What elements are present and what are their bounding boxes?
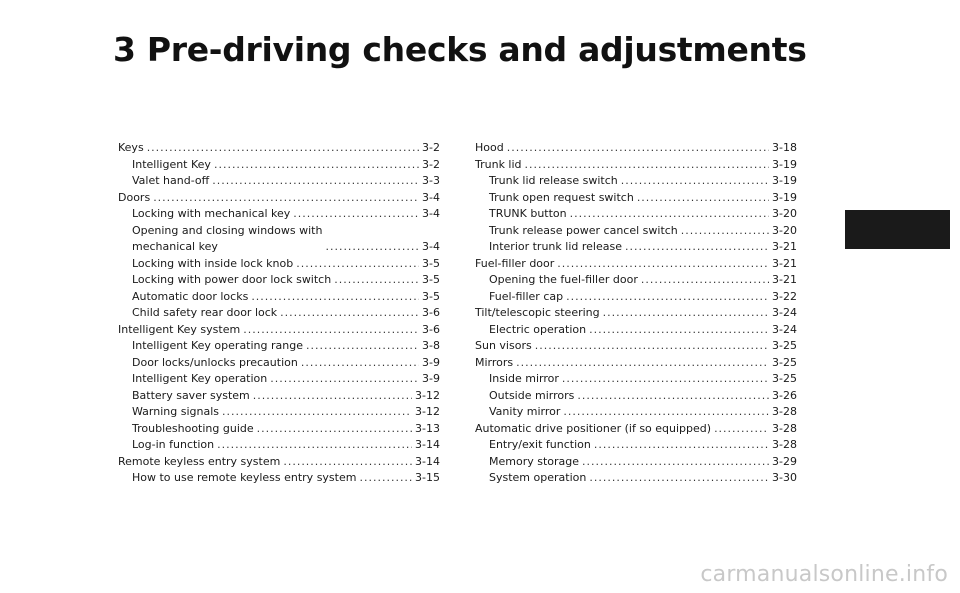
toc-entry[interactable] bbox=[118, 190, 440, 207]
toc-entry-label: Fuel-filler door bbox=[475, 256, 555, 270]
toc-entry[interactable] bbox=[118, 173, 440, 190]
toc-entry[interactable] bbox=[118, 140, 440, 157]
toc-page-number: 3-5 bbox=[422, 273, 440, 286]
toc-entry[interactable] bbox=[118, 355, 440, 372]
toc-entry[interactable] bbox=[475, 404, 797, 421]
toc-entry[interactable] bbox=[118, 223, 440, 256]
toc-entry-label: Trunk open request switch bbox=[489, 190, 634, 204]
toc-leader-dots bbox=[293, 206, 419, 223]
toc-leader-dots bbox=[359, 470, 412, 487]
toc-leader-dots bbox=[625, 239, 769, 256]
toc-page-number: 3-29 bbox=[772, 454, 797, 468]
toc-entry[interactable] bbox=[118, 206, 440, 223]
toc-page-number: 3-26 bbox=[772, 388, 797, 402]
toc-page-number: 3-4 bbox=[422, 207, 440, 220]
toc-entry[interactable] bbox=[475, 190, 797, 207]
toc-entry-label: Keys bbox=[118, 141, 144, 154]
toc-page-number: 3-2 bbox=[422, 141, 440, 154]
toc-entry-label: Doors bbox=[118, 190, 151, 204]
toc-page-number: 3-5 bbox=[422, 256, 440, 270]
toc-page-number: 3-19 bbox=[772, 190, 797, 204]
toc-entry-label: Electric operation bbox=[489, 322, 587, 336]
toc-entry-label: System operation bbox=[489, 471, 587, 484]
toc-entry-label: Warning signals bbox=[132, 405, 219, 418]
toc-leader-dots bbox=[280, 305, 419, 322]
toc-leader-dots bbox=[557, 256, 769, 273]
toc-entry-label: Memory storage bbox=[489, 454, 580, 468]
toc-leader-dots bbox=[325, 239, 419, 256]
toc-leader-dots bbox=[306, 338, 419, 355]
toc-entry[interactable] bbox=[475, 388, 797, 405]
toc-page-number: 3-12 bbox=[415, 388, 440, 402]
toc-entry-label: Locking with power door lock switch bbox=[132, 273, 332, 286]
toc-page-number: 3-22 bbox=[772, 289, 797, 303]
toc-leader-dots bbox=[217, 437, 412, 454]
toc-page-number: 3-12 bbox=[415, 405, 440, 418]
toc-page-number: 3-9 bbox=[422, 355, 440, 369]
toc-entry[interactable] bbox=[475, 371, 797, 388]
toc-entry[interactable] bbox=[475, 206, 797, 223]
toc-page-number: 3-20 bbox=[772, 223, 797, 237]
toc-entry-label: Trunk lid bbox=[475, 157, 522, 171]
toc-entry[interactable] bbox=[118, 322, 440, 339]
toc-entry-label: Intelligent Key operation bbox=[132, 372, 268, 385]
toc-entry-label: Inside mirror bbox=[489, 372, 559, 385]
toc-entry-label: Automatic drive positioner (if so equipped) bbox=[475, 421, 712, 435]
toc-leader-dots bbox=[589, 322, 769, 339]
toc-right-column bbox=[475, 140, 797, 487]
toc-page-number: 3-19 bbox=[772, 174, 797, 187]
toc-page-number: 3-21 bbox=[772, 273, 797, 286]
toc-entry-label-wrap bbox=[132, 223, 322, 256]
toc-leader-dots bbox=[283, 454, 412, 471]
toc-leader-dots bbox=[516, 355, 769, 372]
toc-page-number: 3-28 bbox=[772, 421, 797, 435]
toc-leader-dots bbox=[562, 371, 769, 388]
toc-entry-label: Remote keyless entry system bbox=[118, 454, 281, 468]
toc-entry-label: Intelligent Key system bbox=[118, 322, 241, 336]
toc-leader-dots bbox=[301, 355, 419, 372]
toc-entry[interactable] bbox=[118, 437, 440, 454]
toc-page-number: 3-4 bbox=[422, 190, 440, 204]
toc-leader-dots bbox=[577, 388, 769, 405]
toc-entry[interactable] bbox=[118, 470, 440, 487]
toc-page-number: 3-4 bbox=[422, 240, 440, 253]
toc-page-number: 3-28 bbox=[772, 405, 797, 418]
toc-page-number: 3-3 bbox=[422, 174, 440, 187]
toc-entry[interactable] bbox=[118, 157, 440, 174]
toc-left-column bbox=[118, 140, 440, 487]
toc-entry-label: Entry/exit function bbox=[489, 438, 591, 451]
toc-entry-label: Valet hand-off bbox=[132, 174, 210, 187]
toc-entry[interactable] bbox=[475, 338, 797, 355]
toc-entry[interactable] bbox=[118, 338, 440, 355]
toc-page-number: 3-14 bbox=[415, 438, 440, 451]
toc-page-number: 3-24 bbox=[772, 306, 797, 319]
toc-leader-dots bbox=[257, 421, 412, 438]
toc-page-number: 3-15 bbox=[415, 471, 440, 484]
toc-entry[interactable] bbox=[475, 157, 797, 174]
toc-entry[interactable] bbox=[475, 272, 797, 289]
toc-page-number: 3-30 bbox=[772, 471, 797, 484]
toc-entry-label: Hood bbox=[475, 141, 504, 154]
toc-page-number: 3-6 bbox=[422, 322, 440, 336]
toc-entry[interactable] bbox=[475, 437, 797, 454]
toc-leader-dots bbox=[681, 223, 769, 240]
toc-entry[interactable] bbox=[475, 305, 797, 322]
toc-entry[interactable] bbox=[118, 404, 440, 421]
toc-entry[interactable] bbox=[475, 239, 797, 256]
toc-entry-label: Log-in function bbox=[132, 438, 215, 451]
toc-page-number: 3-19 bbox=[772, 157, 797, 171]
toc-leader-dots bbox=[563, 404, 769, 421]
watermark: carmanualsonline.info bbox=[700, 562, 948, 587]
toc-page-number: 3-28 bbox=[772, 438, 797, 451]
toc-page-number: 3-5 bbox=[422, 289, 440, 303]
toc-entry-label: Tilt/telescopic steering bbox=[475, 306, 600, 319]
toc-entry[interactable] bbox=[118, 289, 440, 306]
toc-page-number: 3-9 bbox=[422, 372, 440, 385]
toc-entry-label: Troubleshooting guide bbox=[132, 421, 254, 435]
toc-entry-label: Child safety rear door lock bbox=[132, 306, 278, 319]
toc-leader-dots bbox=[589, 470, 769, 487]
toc-leader-dots bbox=[222, 404, 412, 421]
toc-entry[interactable] bbox=[475, 223, 797, 240]
toc-entry-label: Door locks/unlocks precaution bbox=[132, 355, 298, 369]
toc-entry-label: Battery saver system bbox=[132, 388, 250, 402]
toc-entry[interactable] bbox=[475, 173, 797, 190]
toc-leader-dots bbox=[603, 305, 769, 322]
toc-page-number: 3-6 bbox=[422, 306, 440, 319]
toc-entry-label: Automatic door locks bbox=[132, 289, 249, 303]
toc-entry-label: TRUNK button bbox=[489, 207, 567, 220]
toc-page-number: 3-25 bbox=[772, 355, 797, 369]
toc-page-number: 3-20 bbox=[772, 207, 797, 220]
toc-entry[interactable] bbox=[118, 421, 440, 438]
toc-entry[interactable] bbox=[118, 388, 440, 405]
toc-leader-dots bbox=[570, 206, 769, 223]
toc-entry-label: Locking with inside lock knob bbox=[132, 256, 294, 270]
toc-page-number: 3-14 bbox=[415, 454, 440, 468]
toc-entry-label: Opening the fuel-filler door bbox=[489, 273, 638, 286]
toc-page-number: 3-13 bbox=[415, 421, 440, 435]
toc-entry[interactable] bbox=[118, 454, 440, 471]
toc-page-number: 3-8 bbox=[422, 339, 440, 352]
toc-entry-label: Mirrors bbox=[475, 355, 514, 369]
toc-page-number: 3-2 bbox=[422, 157, 440, 171]
toc-leader-dots bbox=[535, 338, 769, 355]
toc-entry-label: Vanity mirror bbox=[489, 405, 561, 418]
toc-entry[interactable] bbox=[475, 322, 797, 339]
toc-leader-dots bbox=[714, 421, 769, 438]
toc-entry-label: Outside mirrors bbox=[489, 388, 575, 402]
toc-entry-label: Locking with mechanical key bbox=[132, 207, 291, 220]
toc-entry-label: Intelligent Key operating range bbox=[132, 339, 303, 352]
toc-entry[interactable] bbox=[475, 454, 797, 471]
toc-entry-label: Interior trunk lid release bbox=[489, 240, 622, 253]
toc-entry[interactable] bbox=[475, 355, 797, 372]
toc-leader-dots bbox=[641, 272, 769, 289]
toc-entry-label: Intelligent Key bbox=[132, 157, 211, 171]
toc-entry[interactable] bbox=[118, 305, 440, 322]
toc-entry[interactable] bbox=[475, 140, 797, 157]
toc-entry-label: Trunk lid release switch bbox=[489, 174, 618, 187]
toc-page-number: 3-25 bbox=[772, 372, 797, 385]
toc-leader-dots bbox=[582, 454, 769, 471]
toc-entry-label: Fuel-filler cap bbox=[489, 289, 564, 303]
toc-entry[interactable] bbox=[118, 272, 440, 289]
toc-leader-dots bbox=[147, 140, 419, 157]
chapter-tab bbox=[845, 210, 950, 249]
toc-leader-dots bbox=[243, 322, 419, 339]
toc-page-number: 3-21 bbox=[772, 240, 797, 253]
toc-page-number: 3-24 bbox=[772, 322, 797, 336]
toc-leader-dots bbox=[212, 173, 419, 190]
toc-leader-dots bbox=[507, 140, 769, 157]
toc-page-number: 3-18 bbox=[772, 141, 797, 154]
toc-leader-dots bbox=[253, 388, 412, 405]
toc-leader-dots bbox=[525, 157, 770, 174]
toc-entry-label: Opening and closing windows with bbox=[132, 223, 323, 237]
toc-leader-dots bbox=[594, 437, 769, 454]
toc-leader-dots bbox=[251, 289, 419, 306]
toc-leader-dots bbox=[296, 256, 419, 273]
toc-entry[interactable] bbox=[475, 421, 797, 438]
page-title: 3 Pre-driving checks and adjustments bbox=[113, 30, 807, 69]
toc-leader-dots bbox=[214, 157, 419, 174]
toc-entry[interactable] bbox=[118, 371, 440, 388]
toc-entry-label: How to use remote keyless entry system bbox=[132, 471, 357, 484]
toc-entry-label-continued: mechanical key bbox=[132, 240, 218, 253]
toc-leader-dots bbox=[566, 289, 769, 306]
toc-leader-dots bbox=[334, 272, 419, 289]
toc-entry[interactable] bbox=[475, 289, 797, 306]
toc-entry-label: Trunk release power cancel switch bbox=[489, 223, 678, 237]
toc-entry[interactable] bbox=[118, 256, 440, 273]
toc-entry[interactable] bbox=[475, 256, 797, 273]
toc-leader-dots bbox=[270, 371, 419, 388]
toc-leader-dots bbox=[637, 190, 769, 207]
toc-leader-dots bbox=[621, 173, 769, 190]
toc-entry-label: Sun visors bbox=[475, 339, 532, 352]
toc-entry[interactable] bbox=[475, 470, 797, 487]
toc-page-number: 3-25 bbox=[772, 339, 797, 352]
toc-leader-dots bbox=[153, 190, 419, 207]
toc-page-number: 3-21 bbox=[772, 256, 797, 270]
